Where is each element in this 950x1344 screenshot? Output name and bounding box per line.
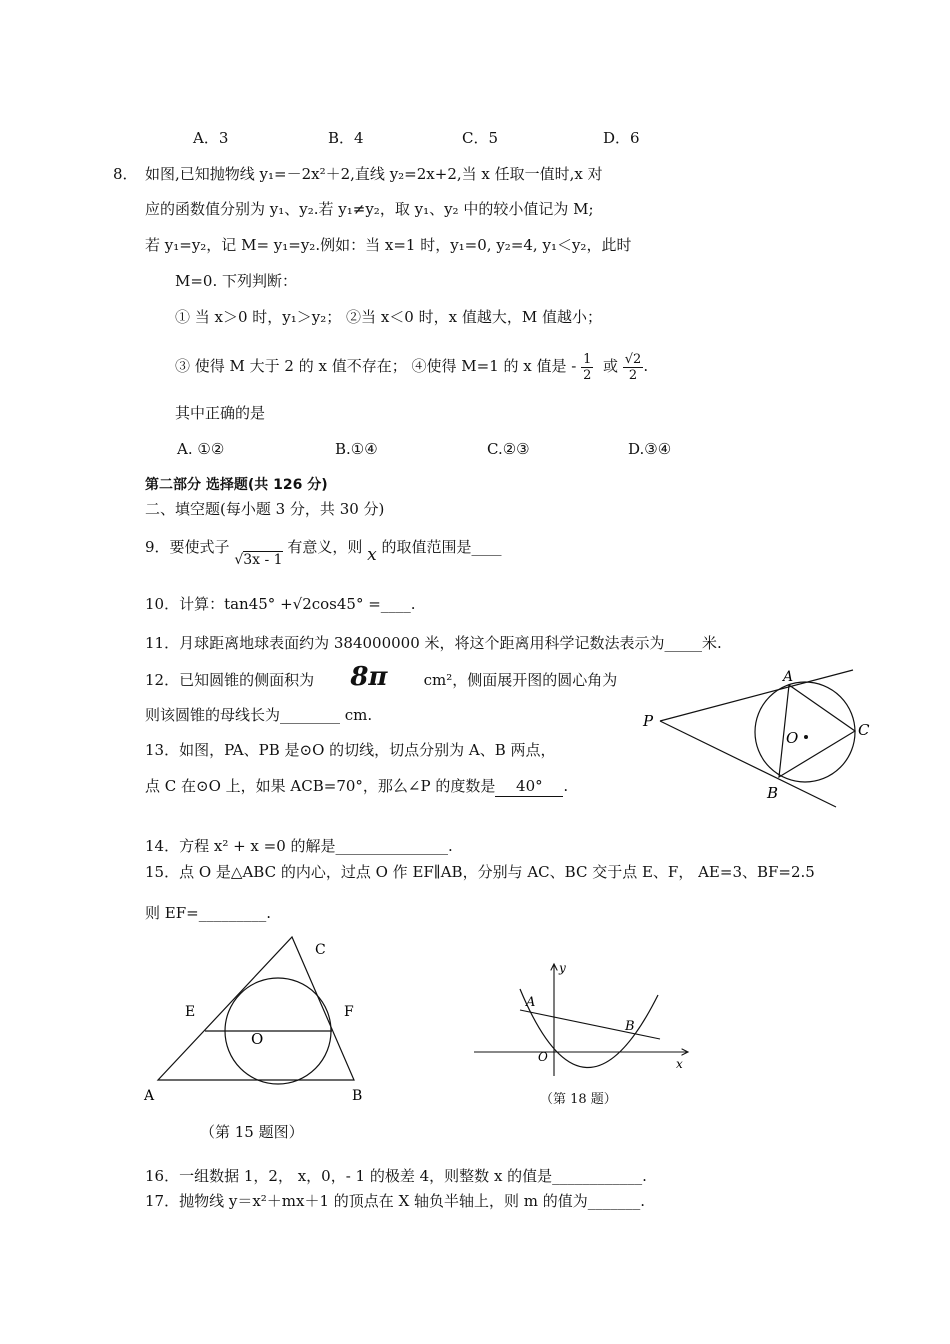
q8-line-6-pre: ③ 使得 M 大于 2 的 x 值不存在； ④使得 M=1 的 x 值是 - — [175, 357, 577, 375]
q15-figure — [140, 930, 380, 1110]
q8-line-3: 若 y₁=y₂，记 M= y₁=y₂.例如：当 x=1 时，y₁=0, y₂=4, y₁＜y₂，此时 — [145, 236, 632, 254]
label-b: B — [767, 784, 779, 802]
q8-number: 8． — [113, 165, 138, 183]
label-c: C — [858, 721, 870, 739]
q7-option-c: C．5 — [462, 129, 499, 147]
q13-answer: 40° — [495, 776, 563, 797]
label-p: P — [643, 712, 654, 730]
label-e: E — [185, 1004, 196, 1020]
label-b: B — [352, 1088, 363, 1104]
label-a: A — [144, 1088, 155, 1104]
q8-option-c: C.②③ — [487, 440, 530, 458]
q8-line-1: 如图,已知抛物线 y₁=－2x²＋2,直线 y₂=2x+2,当 x 任取一值时,x 对 — [145, 165, 603, 183]
section-two-title: 二、填空题(每小题 3 分，共 30 分) — [145, 500, 385, 518]
q9-radical: √3x - 1 — [234, 552, 283, 568]
q9-variable: x — [367, 545, 377, 565]
q8-line-2: 应的函数值分别为 y₁、y₂.若 y₁≠y₂，取 y₁、y₂ 中的较小值记为 M; — [145, 200, 594, 218]
label-o: O — [538, 1050, 548, 1064]
label-x: x — [676, 1057, 683, 1071]
q13-figure — [638, 664, 878, 814]
q12-area-value: 8π — [350, 662, 388, 692]
label-o: O — [786, 729, 799, 747]
q12-pre: 12．已知圆锥的侧面积为 — [145, 671, 315, 689]
q9-end: 的取值范围是____ — [381, 538, 502, 556]
q17: 17．抛物线 y＝x²＋mx＋1 的顶点在 X 轴负半轴上，则 m 的值为_______. — [145, 1192, 646, 1210]
q7-option-a: A．3 — [193, 129, 229, 147]
q15-line-1: 15．点 O 是△ABC 的内心，过点 O 作 EF∥AB，分别与 AC、BC 交于点 E、F， AE=3、BF=2.5 — [145, 863, 815, 881]
q11: 11．月球距离地球表面约为 384000000 米，将这个距离用科学记数法表示为_____米. — [145, 634, 722, 652]
q8-line-5: ① 当 x＞0 时，y₁＞y₂； ②当 x＜0 时，x 值越大，M 值越小； — [175, 308, 602, 326]
q14: 14．方程 x² + x =0 的解是_______________. — [145, 837, 453, 855]
q8-line-4: M=0. 下列判断： — [175, 272, 298, 290]
q9 — [145, 537, 502, 568]
q9-mid: 有意义，则 — [287, 538, 363, 556]
circle-o — [755, 682, 855, 782]
q8-option-d: D.③④ — [628, 440, 672, 458]
tangent-line-pb — [660, 721, 836, 807]
label-y: y — [559, 961, 566, 975]
q10: 10．计算：tan45° +√2cos45° =____. — [145, 595, 416, 613]
q12-line-2: 则该圆锥的母线长为________ cm. — [145, 706, 373, 724]
q18-figure-caption: （第 18 题） — [540, 1092, 617, 1107]
q15-line-2: 则 EF=_________. — [145, 904, 271, 922]
label-o: O — [251, 1030, 264, 1048]
q9-pre: 9．要使式子 — [145, 538, 230, 556]
label-a: A — [526, 995, 536, 1010]
label-a: A — [783, 669, 794, 685]
q8-line-6: ③ 使得 M 大于 2 的 x 值不存在； ④使得 M=1 的 x 值是 - $\frac{1}{2}$ 或 $\frac{√2}{2}$ . — [175, 351, 649, 383]
q8-line-7: 其中正确的是 — [175, 404, 266, 422]
label-b: B — [625, 1019, 635, 1034]
q18-figure — [472, 958, 702, 1083]
q8-option-a: A. ①② — [177, 440, 225, 458]
q12-end: cm²，侧面展开图的圆心角为 — [423, 671, 618, 689]
q7-option-b: B．4 — [328, 129, 364, 147]
label-c: C — [315, 942, 326, 958]
fraction-root2-over-2: $\frac{√2}{2}$ — [624, 351, 642, 383]
q8-line-6-mid: 或 — [602, 357, 618, 375]
line-ab — [520, 1010, 660, 1039]
q8-option-b: B.①④ — [335, 440, 378, 458]
tangent-line-pa — [660, 670, 853, 721]
q16: 16．一组数据 1，2， x，0，- 1 的极差 4，则整数 x 的值是____________. — [145, 1167, 647, 1185]
q12-line-1 — [145, 662, 618, 692]
fraction-one-half: $\frac{1}{2}$ — [583, 351, 592, 383]
center-point — [804, 735, 808, 739]
q13-line-1: 13．如图，PA、PB 是⊙O 的切线，切点分别为 A、B 两点， — [145, 741, 556, 759]
label-f: F — [344, 1004, 354, 1020]
q7-option-d: D．6 — [603, 129, 640, 147]
q13-line-2: 点 C 在⊙O 上，如果 ACB=70°，那么∠P 的度数是 40° . — [145, 777, 569, 795]
q15-figure-caption: （第 15 题图） — [200, 1123, 304, 1141]
part-two-title: 第二部分 选择题(共 126 分) — [145, 477, 328, 493]
